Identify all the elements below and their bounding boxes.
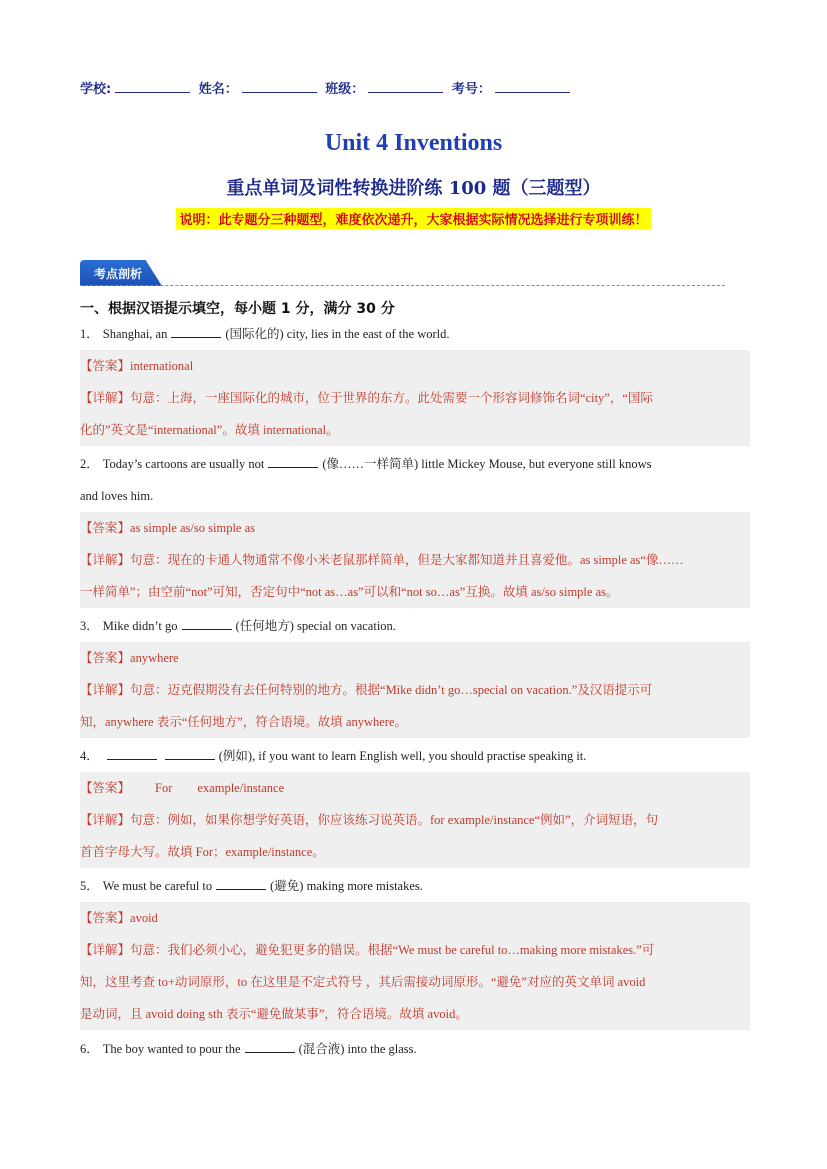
explain-line: 知，这里考查 to+动词原形，to 在这里是不定式符号 ，其后需接动词原形。“避免”对应的英文单词 avoid — [80, 975, 646, 989]
section-tag — [80, 260, 170, 286]
answer-box-4 — [80, 772, 750, 868]
question-number: 3． — [80, 619, 99, 633]
question-1 — [80, 318, 750, 350]
section-tag-label: 考点剖析 — [94, 267, 143, 281]
answer-text: anywhere — [130, 651, 179, 665]
question-text-before: We must be careful to — [102, 879, 213, 893]
page-subtitle: 重点单词及词性转换进阶练 100 题（三题型） — [226, 178, 601, 199]
answer-blank[interactable] — [171, 325, 221, 338]
explain-line: 是动词，且 avoid doing sth 表示“避免做某事”，符合语境。故填 avoid。 — [80, 1007, 468, 1021]
explain-line: 化的”英文是“international”。故填 international。 — [80, 423, 339, 437]
explain-tag: 【详解】 — [80, 812, 131, 827]
answer-tag: 【答案】 — [80, 358, 131, 373]
answer-text: international — [130, 359, 194, 373]
id-blank[interactable] — [495, 80, 570, 93]
answer-box-5 — [80, 902, 750, 1030]
school-blank[interactable] — [115, 80, 190, 93]
question-number: 2． — [80, 457, 99, 471]
explain-tag: 【详解】 — [80, 390, 131, 405]
answer-box-3 — [80, 642, 750, 738]
explain-tag: 【详解】 — [80, 682, 131, 697]
explain-line: 知，anywhere 表示“任何地方”，符合语境。故填 anywhere。 — [80, 715, 408, 729]
answer-blank[interactable] — [182, 617, 232, 630]
name-label: 姓名： — [198, 82, 238, 97]
answer-box-1 — [80, 350, 750, 446]
question-text-before: The boy wanted to pour the — [102, 1042, 241, 1056]
explain-tag: 【详解】 — [80, 552, 131, 567]
answer-text: For example/instance — [155, 781, 285, 795]
question-3 — [80, 610, 750, 642]
answer-blank-1[interactable] — [107, 747, 157, 760]
answer-tag: 【答案】 — [80, 780, 131, 795]
question-5 — [80, 870, 750, 902]
explain-line: 句意：迈克假期没有去任何特别的地方。根据“Mike didn’t go…special on vacation.”及汉语提示可 — [130, 683, 653, 697]
explain-line: 句意：现在的卡通人物通常不像小米老鼠那样简单，但是大家都知道并且喜爱他。as simple as“像…… — [130, 553, 684, 567]
name-blank[interactable] — [242, 80, 317, 93]
question-text-after: (国际化的) city, lies in the east of the world. — [225, 327, 450, 341]
question-text-after: (任何地方) special on vacation. — [235, 619, 396, 633]
question-2 — [80, 448, 750, 512]
answer-blank-2[interactable] — [165, 747, 215, 760]
question-number: 5． — [80, 879, 99, 893]
question-text-before: Shanghai, an — [102, 327, 168, 341]
page-title: Unit 4 Inventions — [324, 130, 503, 156]
answer-text: avoid — [130, 911, 158, 925]
part-heading: 一、根据汉语提示填空，每小题 1 分，满分 30 分 — [80, 301, 395, 317]
question-text-before: Today’s cartoons are usually not — [102, 457, 265, 471]
answer-tag: 【答案】 — [80, 650, 131, 665]
answer-blank[interactable] — [268, 455, 318, 468]
answer-box-2 — [80, 512, 750, 608]
question-4 — [80, 740, 750, 772]
question-text-before: Mike didn’t go — [102, 619, 178, 633]
question-text-after: (混合液) into the glass. — [298, 1042, 417, 1056]
explain-line: 句意：例如，如果你想学好英语，你应该练习说英语。for example/instance“例如”，介词短语，句 — [130, 813, 659, 827]
section-divider — [80, 285, 725, 286]
question-text-continued: and loves him. — [80, 489, 154, 503]
question-text-after: (避免) making more mistakes. — [270, 879, 423, 893]
school-label: 学校: — [80, 82, 112, 97]
answer-text: as simple as/so simple as — [130, 521, 256, 535]
explain-line: 首首字母大写。故填 For；example/instance。 — [80, 845, 325, 859]
question-6 — [80, 1033, 750, 1065]
instructions-note: 说明：此专题分三种题型，难度依次递升，大家根据实际情况选择进行专项训练！ — [176, 208, 650, 229]
explain-line: 一样简单”；由空前“not”可知，否定句中“not as…as”可以和“not so…as”互换。故填 as/so simple as。 — [80, 585, 619, 599]
id-label: 考号： — [451, 82, 491, 97]
answer-blank[interactable] — [245, 1040, 295, 1053]
answer-tag: 【答案】 — [80, 910, 131, 925]
answer-blank[interactable] — [216, 877, 266, 890]
question-text-after: (像……一样简单) little Mickey Mouse, but everyone still knows — [322, 457, 652, 471]
class-blank[interactable] — [368, 80, 443, 93]
question-number: 1． — [80, 327, 99, 341]
explain-line: 句意：我们必须小心，避免犯更多的错误。根据“We must be careful to…making more mistakes.”可 — [130, 943, 655, 957]
question-text-after: (例如), if you want to learn English well, you should practise speaking it. — [218, 749, 587, 763]
note-wrap — [0, 208, 827, 229]
student-info-row — [80, 78, 574, 97]
question-number: 6． — [80, 1042, 99, 1056]
explain-line: 句意：上海，一座国际化的城市，位于世界的东方。此处需要一个形容词修饰名词“city”，“国际 — [130, 391, 653, 405]
class-label: 班级： — [325, 82, 365, 97]
explain-tag: 【详解】 — [80, 942, 131, 957]
question-number: 4． — [80, 749, 99, 763]
answer-tag: 【答案】 — [80, 520, 131, 535]
